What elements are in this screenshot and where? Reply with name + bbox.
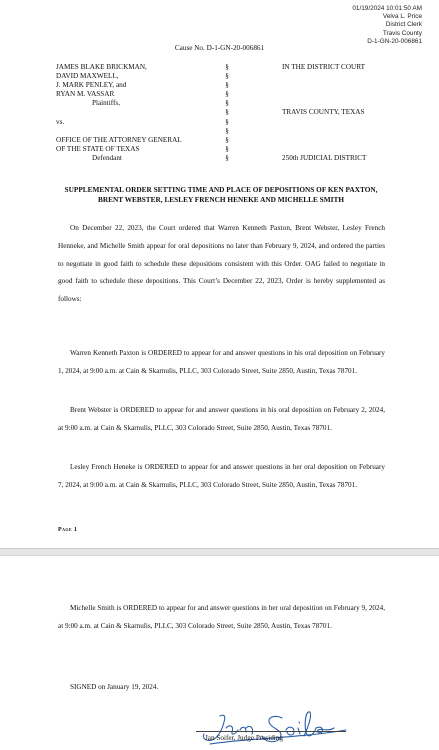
stamp-cause-number: D-1-GN-20-006861 [367, 37, 422, 45]
signed-date: SIGNED on January 19, 2024. [70, 683, 159, 691]
caption-court [282, 63, 412, 163]
section-symbol: § [225, 99, 229, 108]
signatory-name: Jan Soifer, Judge Presiding [205, 734, 283, 742]
county-name: TRAVIS COUNTY, TEXAS [282, 108, 365, 117]
section-symbol: § [225, 144, 229, 153]
section-symbol: § [225, 81, 229, 90]
stamp-county: Travis County [382, 29, 422, 37]
cause-number: Cause No. D-1-GN-20-006861 [174, 44, 265, 52]
order-paragraph-webster: Brent Webster is ORDERED to appear for and answer questions in his oral deposition on February 2, 2024, at 9:00 a.m. at Cain & Skarnulis, PLLC, 303 Colorado Street, Suite 2850, Austin, Texas 78701. [58, 406, 385, 432]
signature-line [196, 731, 346, 732]
section-symbol: § [225, 117, 229, 126]
section-symbol: § [225, 63, 229, 71]
order-paragraph-smith: Michelle Smith is ORDERED to appear for and answer questions in her oral deposition on February 9, 2024, at 9:00 a.m. at Cain & Skarnulis, PLLC, 303 Colorado Street, Suite 2850, Austin, Texas 78701. [58, 604, 385, 630]
section-symbol: § [225, 108, 229, 117]
caption-parties [56, 63, 221, 163]
plaintiff-name: DAVID MAXWELL, [56, 72, 119, 81]
plaintiff-name: RYAN M. VASSAR [56, 90, 115, 99]
filing-stamp [352, 5, 422, 46]
section-symbol: § [225, 126, 229, 135]
plaintiffs-label: Plaintiffs, [92, 99, 121, 108]
stamp-clerk-name: Velva L. Price [382, 13, 422, 21]
signature-graphic [190, 708, 350, 750]
defendant-name-line2: OF THE STATE OF TEXAS [56, 144, 140, 153]
defendant-label: Defendant [92, 153, 122, 162]
order-paragraph-intro: On December 22, 2023, the Court ordered that Warren Kenneth Paxton, Brent Webster, Lesley French Henneke, and Michelle Smith appear for oral depositions no later than February 9, 2024, and ordered the parties to negotiate in good faith to schedule these depositions consistent with this Order. OAG failed to negotiate in good faith to schedule these depositions. This Court’s December 22, 2023, Order is hereby supplemented as follows: [58, 224, 385, 304]
versus-label: vs. [56, 117, 65, 126]
stamp-clerk-title: District Clerk [385, 21, 422, 29]
judge-signature [190, 708, 350, 750]
defendant-name-line1: OFFICE OF THE ATTORNEY GENERAL [56, 135, 182, 144]
section-symbol: § [225, 153, 229, 162]
order-paragraph-paxton: Warren Kenneth Paxton is ORDERED to appear for and answer questions in his oral deposition on February 1, 2024, at 9:00 a.m. at Cain & Skarnulis, PLLC, 303 Colorado Street, Suite 2850, Austin, Texas 78701. [58, 349, 385, 375]
section-symbol: § [225, 72, 229, 81]
section-symbol: § [225, 135, 229, 144]
plaintiff-name: JAMES BLAKE BRICKMAN, [56, 63, 147, 71]
order-title: SUPPLEMENTAL ORDER SETTING TIME AND PLACE OF DEPOSITIONS OF KEN PAXTON, BRENT WEBSTER, LESLEY FRENCH HENEKE AND MICHELLE SMITH [64, 185, 378, 204]
order-paragraph-heneke: Lesley French Heneke is ORDERED to appear for and answer questions in her oral deposition on February 7, 2024, at 9:00 a.m. at Cain & Skarnulis, PLLC, 303 Colorado Street, Suite 2850, Austin, Texas 78701. [58, 463, 385, 489]
district-name: 250th JUDICIAL DISTRICT [282, 153, 367, 162]
page-number-label: Page 1 [58, 527, 78, 533]
plaintiff-name: J. MARK PENLEY, and [56, 81, 127, 90]
section-symbol: § [225, 90, 229, 99]
page-separator [0, 548, 439, 556]
court-name: IN THE DISTRICT COURT [282, 63, 365, 71]
section-symbol-column [222, 63, 232, 163]
stamp-datetime: 01/19/2024 10:01:50 AM [352, 5, 422, 12]
